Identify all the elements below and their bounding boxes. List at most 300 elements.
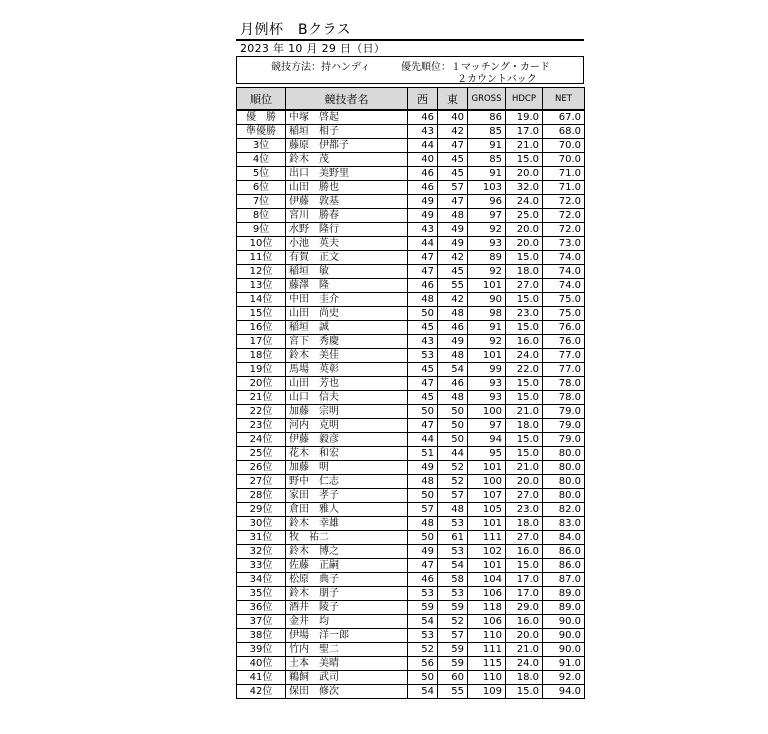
name-cell: 水野 隆行 — [286, 223, 408, 237]
rank-cell: 38位 — [237, 629, 286, 643]
east-score-cell: 45 — [438, 167, 468, 181]
gross-score-cell: 86 — [468, 110, 506, 125]
header-name: 競技者名 — [286, 88, 408, 111]
gross-score-cell: 97 — [468, 209, 506, 223]
name-cell: 宮下 秀慶 — [286, 335, 408, 349]
west-score-cell: 43 — [408, 125, 438, 139]
table-row — [237, 181, 585, 195]
east-score-cell: 48 — [438, 209, 468, 223]
handicap-cell: 20.0 — [506, 237, 543, 251]
table-row — [237, 475, 585, 489]
name-cell: 鈴木 博之 — [286, 545, 408, 559]
table-row — [237, 545, 585, 559]
net-score-cell: 76.0 — [543, 335, 585, 349]
handicap-cell: 21.0 — [506, 405, 543, 419]
rank-cell: 30位 — [237, 517, 286, 531]
table-row — [237, 237, 585, 251]
handicap-cell: 15.0 — [506, 293, 543, 307]
west-score-cell: 52 — [408, 643, 438, 657]
table-row — [237, 601, 585, 615]
rank-cell: 8位 — [237, 209, 286, 223]
net-score-cell: 92.0 — [543, 671, 585, 685]
rank-cell: 18位 — [237, 349, 286, 363]
gross-score-cell: 101 — [468, 461, 506, 475]
name-cell: 保田 修次 — [286, 685, 408, 699]
event-date: 2023 年 10 月 29 日（日） — [240, 42, 386, 55]
rank-cell: 6位 — [237, 181, 286, 195]
header-rank: 順位 — [237, 88, 286, 111]
name-cell: 稲垣 敏 — [286, 265, 408, 279]
net-score-cell: 71.0 — [543, 167, 585, 181]
gross-score-cell: 85 — [468, 125, 506, 139]
east-score-cell: 61 — [438, 531, 468, 545]
handicap-cell: 15.0 — [506, 391, 543, 405]
handicap-cell: 15.0 — [506, 685, 543, 699]
handicap-cell: 15.0 — [506, 433, 543, 447]
rank-cell: 26位 — [237, 461, 286, 475]
handicap-cell: 15.0 — [506, 321, 543, 335]
west-score-cell: 46 — [408, 167, 438, 181]
net-score-cell: 78.0 — [543, 391, 585, 405]
name-cell: 小池 英夫 — [286, 237, 408, 251]
rank-cell: 28位 — [237, 489, 286, 503]
east-score-cell: 45 — [438, 153, 468, 167]
east-score-cell: 46 — [438, 377, 468, 391]
east-score-cell: 46 — [438, 321, 468, 335]
west-score-cell: 47 — [408, 251, 438, 265]
handicap-cell: 25.0 — [506, 209, 543, 223]
net-score-cell: 82.0 — [543, 503, 585, 517]
rank-cell: 13位 — [237, 279, 286, 293]
rank-cell: 14位 — [237, 293, 286, 307]
east-score-cell: 45 — [438, 265, 468, 279]
net-score-cell: 70.0 — [543, 153, 585, 167]
gross-score-cell: 103 — [468, 181, 506, 195]
gross-score-cell: 107 — [468, 489, 506, 503]
table-row — [237, 223, 585, 237]
header-row — [237, 88, 585, 111]
gross-score-cell: 92 — [468, 335, 506, 349]
east-score-cell: 57 — [438, 629, 468, 643]
handicap-cell: 22.0 — [506, 363, 543, 377]
rank-cell: 23位 — [237, 419, 286, 433]
east-score-cell: 58 — [438, 573, 468, 587]
east-score-cell: 55 — [438, 685, 468, 699]
table-row — [237, 629, 585, 643]
gross-score-cell: 89 — [468, 251, 506, 265]
west-score-cell: 50 — [408, 531, 438, 545]
east-score-cell: 40 — [438, 110, 468, 125]
handicap-cell: 18.0 — [506, 419, 543, 433]
name-cell: 加藤 宗明 — [286, 405, 408, 419]
rank-cell: 37位 — [237, 615, 286, 629]
rank-cell: 9位 — [237, 223, 286, 237]
gross-score-cell: 99 — [468, 363, 506, 377]
west-score-cell: 45 — [408, 321, 438, 335]
west-score-cell: 47 — [408, 265, 438, 279]
table-row — [237, 195, 585, 209]
net-score-cell: 84.0 — [543, 531, 585, 545]
name-cell: 河内 克明 — [286, 419, 408, 433]
handicap-cell: 24.0 — [506, 349, 543, 363]
east-score-cell: 49 — [438, 223, 468, 237]
rank-cell: 25位 — [237, 447, 286, 461]
name-cell: 佐藤 正嗣 — [286, 559, 408, 573]
gross-score-cell: 92 — [468, 265, 506, 279]
table-row — [237, 517, 585, 531]
rank-cell: 17位 — [237, 335, 286, 349]
name-cell: 鈴木 茂 — [286, 153, 408, 167]
west-score-cell: 53 — [408, 587, 438, 601]
name-cell: 山口 信夫 — [286, 391, 408, 405]
handicap-cell: 18.0 — [506, 517, 543, 531]
net-score-cell: 77.0 — [543, 363, 585, 377]
west-score-cell: 44 — [408, 433, 438, 447]
west-score-cell: 45 — [408, 363, 438, 377]
east-score-cell: 52 — [438, 475, 468, 489]
table-row — [237, 615, 585, 629]
table-row — [237, 307, 585, 321]
table-row — [237, 559, 585, 573]
gross-score-cell: 95 — [468, 447, 506, 461]
rank-cell: 3位 — [237, 139, 286, 153]
table-row — [237, 265, 585, 279]
net-score-cell: 74.0 — [543, 279, 585, 293]
table-row — [237, 643, 585, 657]
rank-cell: 35位 — [237, 587, 286, 601]
table-row — [237, 447, 585, 461]
rank-cell: 40位 — [237, 657, 286, 671]
west-score-cell: 53 — [408, 349, 438, 363]
table-row — [237, 335, 585, 349]
name-cell: 野中 仁志 — [286, 475, 408, 489]
table-row — [237, 391, 585, 405]
rank-cell: 27位 — [237, 475, 286, 489]
handicap-cell: 23.0 — [506, 307, 543, 321]
gross-score-cell: 115 — [468, 657, 506, 671]
east-score-cell: 50 — [438, 433, 468, 447]
name-cell: 山田 芳也 — [286, 377, 408, 391]
gross-score-cell: 104 — [468, 573, 506, 587]
net-score-cell: 87.0 — [543, 573, 585, 587]
net-score-cell: 74.0 — [543, 265, 585, 279]
west-score-cell: 48 — [408, 475, 438, 489]
gross-score-cell: 110 — [468, 629, 506, 643]
name-cell: 伊藤 敦基 — [286, 195, 408, 209]
gross-score-cell: 111 — [468, 643, 506, 657]
net-score-cell: 79.0 — [543, 405, 585, 419]
west-score-cell: 48 — [408, 517, 438, 531]
handicap-cell: 29.0 — [506, 601, 543, 615]
handicap-cell: 27.0 — [506, 531, 543, 545]
west-score-cell: 50 — [408, 671, 438, 685]
gross-score-cell: 93 — [468, 377, 506, 391]
gross-score-cell: 102 — [468, 545, 506, 559]
east-score-cell: 53 — [438, 587, 468, 601]
west-score-cell: 46 — [408, 573, 438, 587]
name-cell: 伊藤 毅彦 — [286, 433, 408, 447]
table-row — [237, 657, 585, 671]
gross-score-cell: 109 — [468, 685, 506, 699]
net-score-cell: 90.0 — [543, 629, 585, 643]
west-score-cell: 51 — [408, 447, 438, 461]
handicap-cell: 20.0 — [506, 475, 543, 489]
results-sheet — [236, 22, 584, 699]
rank-cell: 優 勝 — [237, 110, 286, 125]
handicap-cell: 19.0 — [506, 110, 543, 125]
east-score-cell: 42 — [438, 251, 468, 265]
rank-cell: 31位 — [237, 531, 286, 545]
east-score-cell: 50 — [438, 419, 468, 433]
west-score-cell: 48 — [408, 293, 438, 307]
table-row — [237, 433, 585, 447]
east-score-cell: 59 — [438, 601, 468, 615]
net-score-cell: 86.0 — [543, 545, 585, 559]
gross-score-cell: 105 — [468, 503, 506, 517]
name-cell: 有賀 正文 — [286, 251, 408, 265]
net-score-cell: 76.0 — [543, 321, 585, 335]
west-score-cell: 53 — [408, 629, 438, 643]
west-score-cell: 56 — [408, 657, 438, 671]
west-score-cell: 46 — [408, 110, 438, 125]
results-table — [236, 87, 585, 699]
gross-score-cell: 97 — [468, 419, 506, 433]
gross-score-cell: 91 — [468, 167, 506, 181]
name-cell: 倉田 雅人 — [286, 503, 408, 517]
table-row — [237, 349, 585, 363]
handicap-cell: 17.0 — [506, 125, 543, 139]
table-row — [237, 419, 585, 433]
west-score-cell: 46 — [408, 279, 438, 293]
net-score-cell: 86.0 — [543, 559, 585, 573]
east-score-cell: 59 — [438, 657, 468, 671]
net-score-cell: 74.0 — [543, 251, 585, 265]
net-score-cell: 68.0 — [543, 125, 585, 139]
table-row — [237, 167, 585, 181]
handicap-cell: 21.0 — [506, 643, 543, 657]
handicap-cell: 27.0 — [506, 279, 543, 293]
table-row — [237, 153, 585, 167]
east-score-cell: 57 — [438, 181, 468, 195]
east-score-cell: 42 — [438, 125, 468, 139]
west-score-cell: 54 — [408, 685, 438, 699]
west-score-cell: 40 — [408, 153, 438, 167]
net-score-cell: 72.0 — [543, 195, 585, 209]
name-cell: 稲垣 相子 — [286, 125, 408, 139]
table-row — [237, 489, 585, 503]
name-cell: 鈴木 美佳 — [286, 349, 408, 363]
rank-cell: 33位 — [237, 559, 286, 573]
table-row — [237, 587, 585, 601]
net-score-cell: 80.0 — [543, 489, 585, 503]
name-cell: 牧 祐二 — [286, 531, 408, 545]
table-row — [237, 125, 585, 139]
table-row — [237, 671, 585, 685]
table-row — [237, 531, 585, 545]
net-score-cell: 91.0 — [543, 657, 585, 671]
net-score-cell: 73.0 — [543, 237, 585, 251]
rank-cell: 4位 — [237, 153, 286, 167]
rank-cell: 21位 — [237, 391, 286, 405]
east-score-cell: 49 — [438, 335, 468, 349]
gross-score-cell: 91 — [468, 139, 506, 153]
table-row — [237, 363, 585, 377]
gross-score-cell: 106 — [468, 615, 506, 629]
net-score-cell: 89.0 — [543, 601, 585, 615]
net-score-cell: 72.0 — [543, 209, 585, 223]
header-hdcp: HDCP — [506, 88, 543, 111]
name-cell: 松原 典子 — [286, 573, 408, 587]
handicap-cell: 15.0 — [506, 251, 543, 265]
gross-score-cell: 91 — [468, 321, 506, 335]
net-score-cell: 71.0 — [543, 181, 585, 195]
gross-score-cell: 110 — [468, 671, 506, 685]
net-score-cell: 79.0 — [543, 433, 585, 447]
west-score-cell: 47 — [408, 377, 438, 391]
west-score-cell: 44 — [408, 139, 438, 153]
gross-score-cell: 101 — [468, 559, 506, 573]
west-score-cell: 43 — [408, 335, 438, 349]
west-score-cell: 49 — [408, 545, 438, 559]
gross-score-cell: 93 — [468, 391, 506, 405]
net-score-cell: 80.0 — [543, 475, 585, 489]
net-score-cell: 79.0 — [543, 419, 585, 433]
name-cell: 山田 尚史 — [286, 307, 408, 321]
gross-score-cell: 106 — [468, 587, 506, 601]
east-score-cell: 44 — [438, 447, 468, 461]
table-row — [237, 461, 585, 475]
handicap-cell: 24.0 — [506, 657, 543, 671]
east-score-cell: 53 — [438, 517, 468, 531]
name-cell: 加藤 明 — [286, 461, 408, 475]
east-score-cell: 53 — [438, 545, 468, 559]
east-score-cell: 48 — [438, 503, 468, 517]
net-score-cell: 70.0 — [543, 139, 585, 153]
rank-cell: 39位 — [237, 643, 286, 657]
gross-score-cell: 94 — [468, 433, 506, 447]
gross-score-cell: 118 — [468, 601, 506, 615]
rank-cell: 10位 — [237, 237, 286, 251]
name-cell: 花木 和宏 — [286, 447, 408, 461]
header-east: 東 — [438, 88, 468, 111]
east-score-cell: 48 — [438, 349, 468, 363]
name-cell: 出口 美野里 — [286, 167, 408, 181]
name-cell: 山田 勝也 — [286, 181, 408, 195]
rank-cell: 29位 — [237, 503, 286, 517]
table-row — [237, 573, 585, 587]
east-score-cell: 48 — [438, 391, 468, 405]
west-score-cell: 50 — [408, 307, 438, 321]
handicap-cell: 24.0 — [506, 195, 543, 209]
net-score-cell: 83.0 — [543, 517, 585, 531]
east-score-cell: 50 — [438, 405, 468, 419]
handicap-cell: 23.0 — [506, 503, 543, 517]
east-score-cell: 47 — [438, 195, 468, 209]
name-cell: 中田 圭介 — [286, 293, 408, 307]
handicap-cell: 16.0 — [506, 335, 543, 349]
west-score-cell: 59 — [408, 601, 438, 615]
net-score-cell: 80.0 — [543, 461, 585, 475]
handicap-cell: 20.0 — [506, 167, 543, 181]
rank-cell: 5位 — [237, 167, 286, 181]
gross-score-cell: 98 — [468, 307, 506, 321]
gross-score-cell: 90 — [468, 293, 506, 307]
rank-cell: 11位 — [237, 251, 286, 265]
net-score-cell: 89.0 — [543, 587, 585, 601]
gross-score-cell: 111 — [468, 531, 506, 545]
rank-cell: 34位 — [237, 573, 286, 587]
net-score-cell: 72.0 — [543, 223, 585, 237]
name-cell: 宮川 勝春 — [286, 209, 408, 223]
west-score-cell: 47 — [408, 559, 438, 573]
handicap-cell: 27.0 — [506, 489, 543, 503]
table-row — [237, 377, 585, 391]
east-score-cell: 42 — [438, 293, 468, 307]
name-cell: 伊場 洋一郎 — [286, 629, 408, 643]
name-cell: 鵜飼 武司 — [286, 671, 408, 685]
table-row — [237, 503, 585, 517]
gross-score-cell: 100 — [468, 405, 506, 419]
east-score-cell: 59 — [438, 643, 468, 657]
gross-score-cell: 101 — [468, 517, 506, 531]
handicap-cell: 15.0 — [506, 153, 543, 167]
name-cell: 鈴木 幸雄 — [286, 517, 408, 531]
net-score-cell: 75.0 — [543, 307, 585, 321]
net-score-cell: 90.0 — [543, 643, 585, 657]
net-score-cell: 78.0 — [543, 377, 585, 391]
west-score-cell: 49 — [408, 195, 438, 209]
east-score-cell: 54 — [438, 363, 468, 377]
name-cell: 鈴木 朋子 — [286, 587, 408, 601]
gross-score-cell: 85 — [468, 153, 506, 167]
table-row — [237, 279, 585, 293]
west-score-cell: 46 — [408, 181, 438, 195]
table-row — [237, 321, 585, 335]
handicap-cell: 17.0 — [506, 573, 543, 587]
rank-cell: 36位 — [237, 601, 286, 615]
rank-cell: 32位 — [237, 545, 286, 559]
handicap-cell: 21.0 — [506, 139, 543, 153]
handicap-cell: 16.0 — [506, 545, 543, 559]
rank-cell: 19位 — [237, 363, 286, 377]
east-score-cell: 55 — [438, 279, 468, 293]
name-cell: 中塚 啓起 — [286, 110, 408, 125]
gross-score-cell: 100 — [468, 475, 506, 489]
rank-cell: 41位 — [237, 671, 286, 685]
name-cell: 土本 美晴 — [286, 657, 408, 671]
name-cell: 家田 孝子 — [286, 489, 408, 503]
west-score-cell: 43 — [408, 223, 438, 237]
net-score-cell: 67.0 — [543, 110, 585, 125]
west-score-cell: 50 — [408, 489, 438, 503]
rank-cell: 7位 — [237, 195, 286, 209]
handicap-cell: 15.0 — [506, 377, 543, 391]
west-score-cell: 57 — [408, 503, 438, 517]
gross-score-cell: 101 — [468, 349, 506, 363]
west-score-cell: 47 — [408, 419, 438, 433]
east-score-cell: 60 — [438, 671, 468, 685]
handicap-cell: 17.0 — [506, 587, 543, 601]
rank-cell: 16位 — [237, 321, 286, 335]
net-score-cell: 80.0 — [543, 447, 585, 461]
west-score-cell: 49 — [408, 461, 438, 475]
priority-rule-1: 優先順位：１マッチング・カード — [401, 62, 550, 73]
header-west: 西 — [408, 88, 438, 111]
name-cell: 竹内 聖二 — [286, 643, 408, 657]
priority-rule-2: ２カウントバック — [457, 74, 537, 85]
table-row — [237, 685, 585, 699]
table-row — [237, 293, 585, 307]
